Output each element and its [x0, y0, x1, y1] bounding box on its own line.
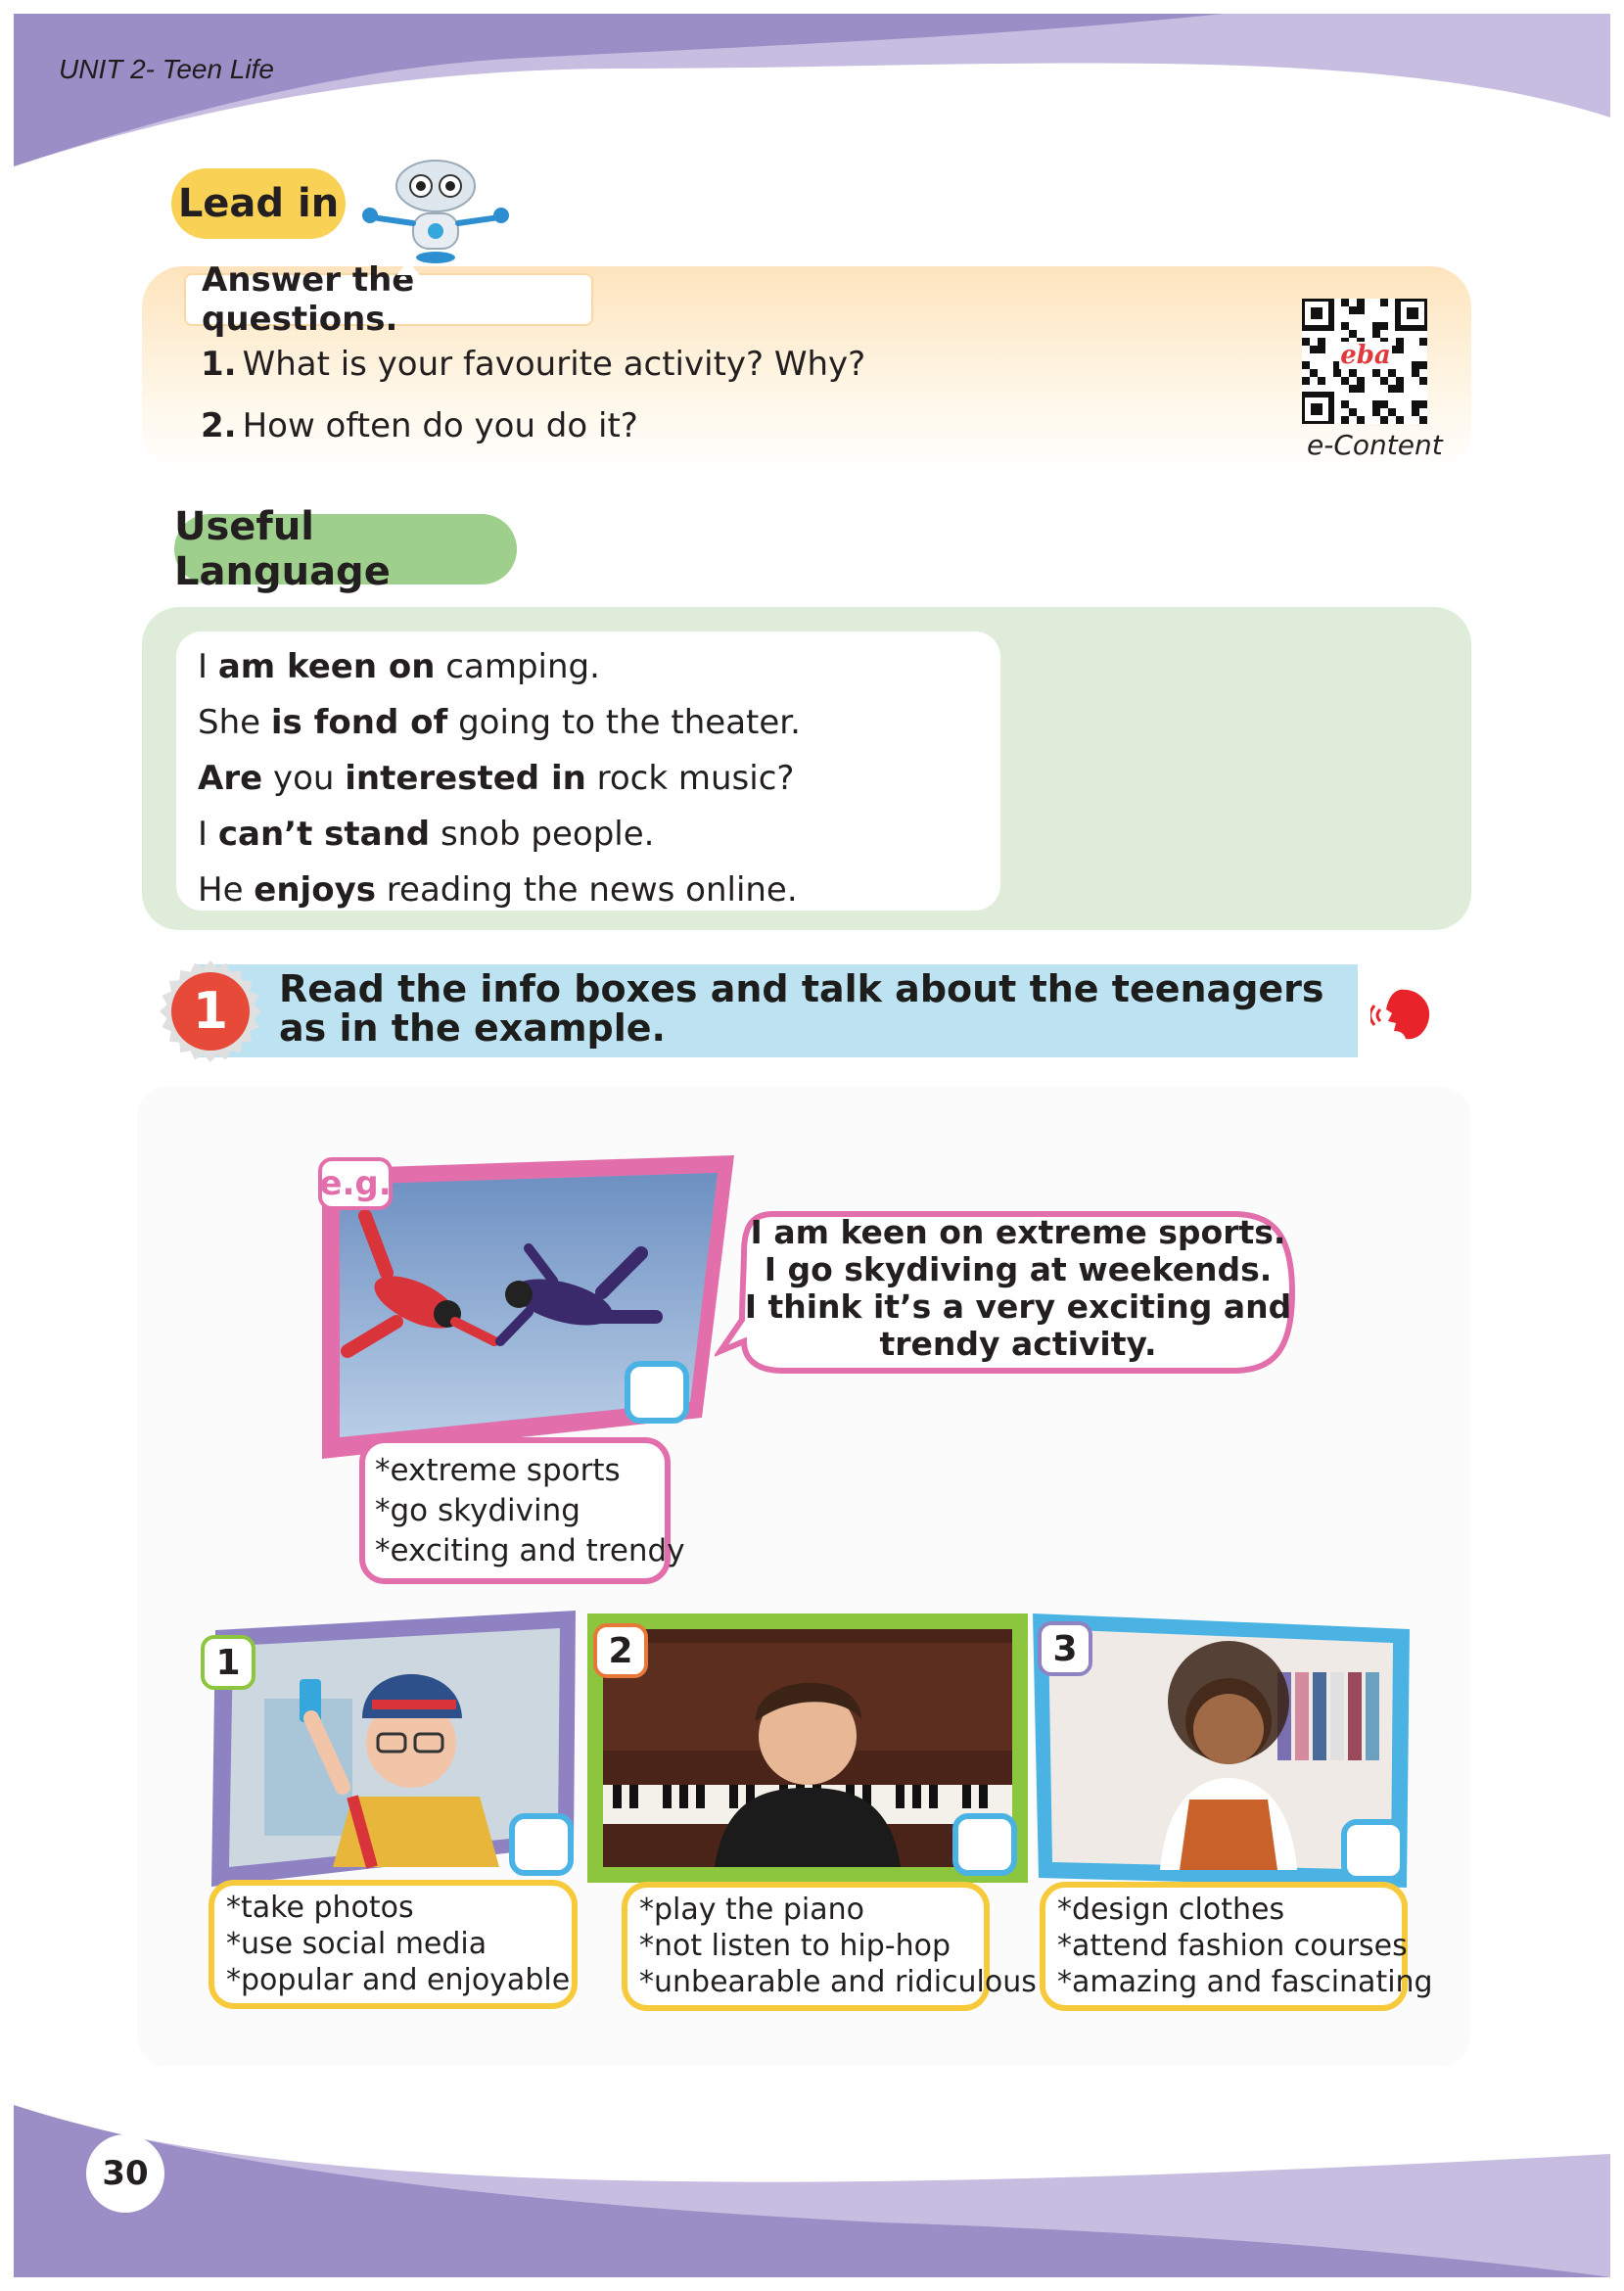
useful-language-label: Useful Language — [174, 514, 517, 584]
exercise-number-badge — [157, 958, 264, 1065]
exercise-instruction: Read the info boxes and talk about the teenagers as in the example. — [279, 967, 1324, 1050]
card-2-number: 2 — [593, 1623, 648, 1678]
footer-band — [0, 2085, 1624, 2291]
card-1-checkbox[interactable] — [509, 1813, 574, 1876]
question-2: 2. How often do you do it? — [201, 406, 638, 445]
card-2-info-box: *play the piano *not listen to hip-hop *unbearable and ridiculous — [622, 1882, 990, 2011]
useful-language-line: I can’t stand snob people. — [198, 815, 655, 854]
qr-code-icon[interactable] — [1302, 299, 1427, 424]
qr-logo-text: eba — [1340, 341, 1391, 370]
card-3-info-box: *design clothes *attend fashion courses *amazing and fascinating — [1040, 1882, 1408, 2011]
lead-in-instruction: Answer the questions. — [184, 273, 593, 326]
example-label: e.g. — [318, 1157, 393, 1210]
speech-text: I am keen on extreme sports. I go skydiving at weekends. I think it’s a very exciting and trendy activity. — [744, 1213, 1292, 1363]
speaking-icon — [1370, 982, 1435, 1047]
unit-title: UNIT 2- Teen Life — [59, 54, 274, 84]
exercise-number: 1 — [192, 982, 229, 1041]
card-3-number: 3 — [1038, 1621, 1092, 1676]
card-2-checkbox[interactable] — [952, 1813, 1017, 1876]
useful-language-line: He enjoys reading the news online. — [198, 870, 798, 910]
lead-in-label: Lead in — [171, 168, 346, 239]
useful-language-line: Are you interested in rock music? — [198, 759, 795, 798]
econtent-caption: e-Content — [1307, 429, 1443, 461]
page-number: 30 — [86, 2134, 164, 2213]
example-checkbox[interactable] — [625, 1361, 689, 1424]
header-band — [0, 0, 1624, 176]
card-3-checkbox[interactable] — [1341, 1819, 1406, 1882]
card-1-info-box: *take photos *use social media *popular and enjoyable — [209, 1880, 578, 2009]
card-1-number: 1 — [201, 1635, 255, 1690]
question-1: 1. What is your favourite activity? Why? — [201, 345, 866, 384]
useful-language-line: She is fond of going to the theater. — [198, 703, 801, 742]
useful-language-list — [176, 631, 1000, 911]
robot-mascot-icon — [352, 157, 519, 264]
example-info-box: *extreme sports *go skydiving *exciting and trendy — [359, 1437, 671, 1584]
useful-language-line: I am keen on camping. — [198, 647, 600, 686]
